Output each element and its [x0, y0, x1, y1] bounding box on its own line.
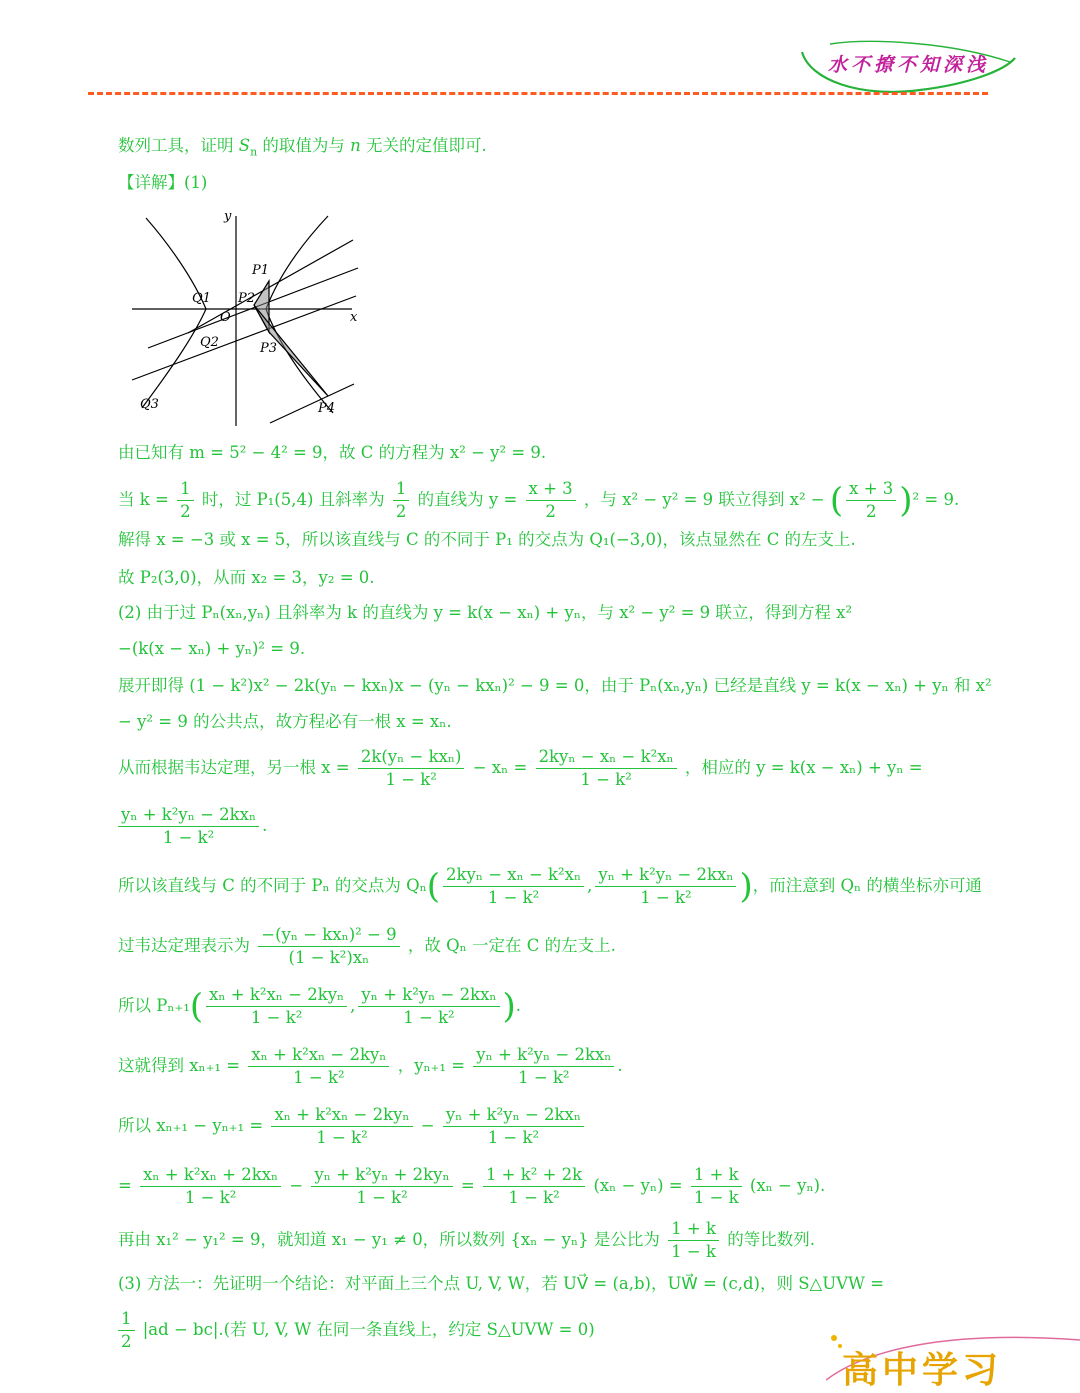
- label-q2: Q2: [200, 335, 219, 350]
- line-7: 展开即得 (1 − k²)x² − 2k(yₙ − kxₙ)x − (yₙ − kxₙ)² − 9 = 0，由于 Pₙ(xₙ,yₙ) 已经是直线 y = k(x − xₙ) + yₙ 和 x²: [118, 676, 992, 695]
- origin-label: O: [220, 310, 231, 325]
- line-9: 从而根据韦达定理，另一根 x = $\frac{\text{2k(yₙ − kxₙ)}}{\text{1 − k²}}$ − xₙ = $\frac{\text{2kyₙ − xₙ − k²xₙ}}{\text{1 − k²}}$ ，相应的 y = k(x − xₙ) + yₙ =: [118, 747, 923, 789]
- line-18: (3) 方法一：先证明一个结论：对平面上三个点 U, V, W，若 UV⃗ = (a,b)，UW⃗ = (c,d)，则 S△UVW =: [118, 1274, 885, 1293]
- y-axis-label: y: [224, 209, 232, 224]
- footer-deco-text: 高中学习: [842, 1350, 1003, 1391]
- line-14: 这就得到 xₙ₊₁ = $\frac{\text{xₙ + k²xₙ − 2kyₙ}}{\text{1 − k²}}$ ，yₙ₊₁ = $\frac{\text{yₙ + k²yₙ − 2kxₙ}}{\text{1 − k²}}$ .: [118, 1045, 623, 1087]
- line-17: 再由 x₁² − y₁² = 9，就知道 x₁ − y₁ ≠ 0，所以数列 {xₙ − yₙ} 是公比为 $\frac{1 + k}{1 - k}$ 的等比数列.: [118, 1219, 815, 1261]
- line-1: 由已知有 m = 5² − 4² = 9，故 C 的方程为 x² − y² = 9.: [118, 443, 547, 462]
- label-q3: Q3: [140, 397, 159, 412]
- line-6: −(k(x − xₙ) + yₙ)² = 9.: [118, 639, 306, 658]
- line-19: $\frac{1}{2}$ |ad − bc|.(若 U, V, W 在同一条直线上，约定 S△UVW = 0): [118, 1308, 595, 1353]
- hyperbola-figure: [128, 208, 364, 430]
- line-13: 所以 Pₙ₊₁( $\frac{\text{xₙ + k²xₙ − 2kyₙ}}{\text{1 − k²}}$ , $\frac{\text{yₙ + k²yₙ − 2kxₙ}}{\text{1 − k²}}$ ).: [118, 985, 522, 1027]
- label-p3: P3: [260, 341, 278, 356]
- line-12: 过韦达定理表示为 $\frac{\text{−(yₙ − kxₙ)² − 9}}{\text{(1 − k²)xₙ}}$ ，故 Qₙ 一定在 C 的左支上.: [118, 925, 616, 967]
- line-3: 解得 x = −3 或 x = 5，所以该直线与 C 的不同于 P₁ 的交点为 Q₁(−3,0)，该点显然在 C 的左支上.: [118, 530, 856, 549]
- x-axis-label: x: [350, 310, 358, 325]
- line-5: (2) 由于过 Pₙ(xₙ,yₙ) 且斜率为 k 的直线为 y = k(x − xₙ) + yₙ，与 x² − y² = 9 联立，得到方程 x²: [118, 603, 853, 622]
- chord-line-4: [270, 384, 354, 423]
- label-p1: P1: [252, 263, 270, 278]
- line-15: 所以 xₙ₊₁ − yₙ₊₁ = $\frac{\text{xₙ + k²xₙ − 2kyₙ}}{\text{1 − k²}}$ − $\frac{\text{yₙ + k²yₙ − 2kxₙ}}{\text{1 − k²}}$: [118, 1104, 587, 1149]
- line-10: $\frac{\text{yₙ + k²yₙ − 2kxₙ}}{\text{1 − k²}}$ .: [118, 804, 267, 849]
- brand-text: 水不撩不知深浅: [828, 54, 990, 76]
- detail-heading: 【详解】(1): [118, 173, 208, 192]
- hyperbola-right-branch: [266, 216, 333, 413]
- intro-line: 数列工具，证明 $S_n$ 的取值为与 n 无关的定值即可.: [118, 136, 487, 159]
- label-p2: P2: [238, 291, 256, 306]
- line-16: = $\frac{\text{xₙ + k²xₙ + 2kxₙ}}{\text{1 − k²}}$ − $\frac{\text{yₙ + k²yₙ + 2kyₙ}}{\text{1 − k²}}$ = $\frac{\text{1 + k² + 2k}}{\text{1 − k²}}$ (xₙ − yₙ) = $\frac{1 + k}{1 - k}$ (xₙ − yₙ).: [118, 1165, 826, 1207]
- label-p4: P4: [318, 401, 336, 416]
- line-4: 故 P₂(3,0)，从而 x₂ = 3，y₂ = 0.: [118, 568, 375, 587]
- line-8: − y² = 9 的公共点，故方程必有一根 x = xₙ.: [118, 712, 452, 731]
- label-q1: Q1: [192, 291, 211, 306]
- hyperbola-left-branch: [142, 218, 206, 408]
- header-dashed-rule: [88, 92, 988, 95]
- chord-line-2: [148, 268, 358, 348]
- line-11: 所以该直线与 C 的不同于 Pₙ 的交点为 Qₙ( $\frac{\text{2kyₙ − xₙ − k²xₙ}}{\text{1 − k²}}$ , $\frac{\text{yₙ + k²yₙ − 2kxₙ}}{\text{1 − k²}}$ )，而注意到 Qₙ 的横坐标亦可通: [118, 865, 982, 907]
- line-2: 当 k = $\frac{1}{2}$ 时，过 P₁(5,4) 且斜率为 $\frac{1}{2}$ 的直线为 y = $\frac{x + 3}{2}$ ，与 x² − y² = 9 联立得到 x² − ( $\frac{x + 3}{2}$ )² = 9.: [118, 479, 960, 521]
